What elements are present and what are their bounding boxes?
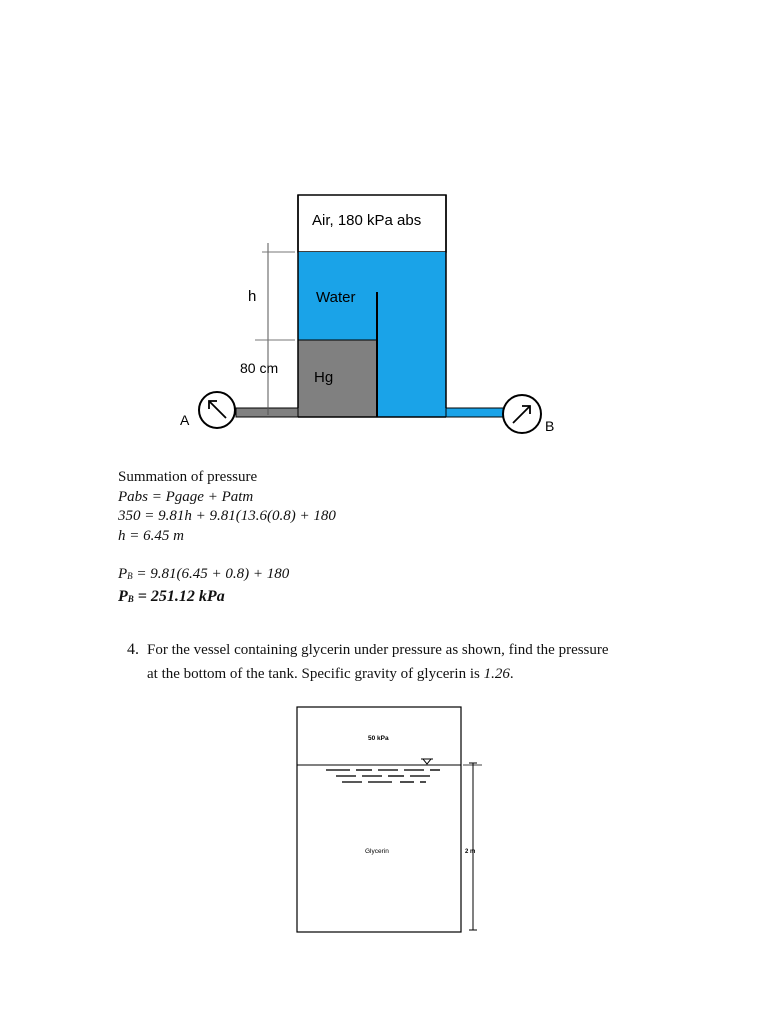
tank-outline	[297, 707, 461, 932]
gauge-b-label: B	[545, 418, 555, 434]
gauge-a-icon	[199, 392, 235, 428]
equation-3: h = 6.45 m	[118, 527, 184, 544]
equation-2: 350 = 9.81h + 9.81(13.6(0.8) + 180	[118, 508, 336, 524]
equation-1: Pabs = Pgage + Patm	[118, 488, 254, 505]
mercury-region	[298, 340, 377, 417]
free-surface-icon	[421, 759, 433, 764]
left-pipe	[236, 408, 298, 417]
gauge-a-label: A	[180, 412, 190, 428]
glycerin-label: Glycerin	[365, 848, 389, 855]
right-pipe	[446, 408, 504, 417]
problem-line-1: For the vessel containing glycerin under pressure as shown, find the pressure	[147, 642, 609, 658]
solution-block	[118, 468, 336, 609]
pressure-50kpa-label: 50 kPa	[368, 735, 389, 742]
problem-4	[127, 638, 667, 686]
gauge-b-icon	[503, 395, 541, 433]
air-label: Air, 180 kPa abs	[312, 212, 422, 229]
equation-5-result: $P_B = 251.12$ kPa	[118, 587, 225, 605]
h-label: h	[248, 288, 257, 305]
specific-gravity-value: 1.26	[483, 666, 510, 682]
solution-heading: Summation of pressure	[118, 469, 258, 485]
hg-label: Hg	[314, 369, 334, 386]
surface-dashes	[326, 770, 440, 782]
problem-number: 4.	[127, 641, 139, 658]
water-label: Water	[316, 289, 356, 306]
equation-4: $P_B = 9.81(6.45 + 0.8) + 180$	[118, 566, 290, 582]
problem-line-2: at the bottom of the tank. Specific gravity of glycerin is 1.26.	[147, 666, 514, 682]
depth-2m-label: 2 m	[465, 849, 476, 855]
manometer-figure	[0, 0, 768, 470]
depth-80cm-label: 80 cm	[240, 360, 279, 376]
